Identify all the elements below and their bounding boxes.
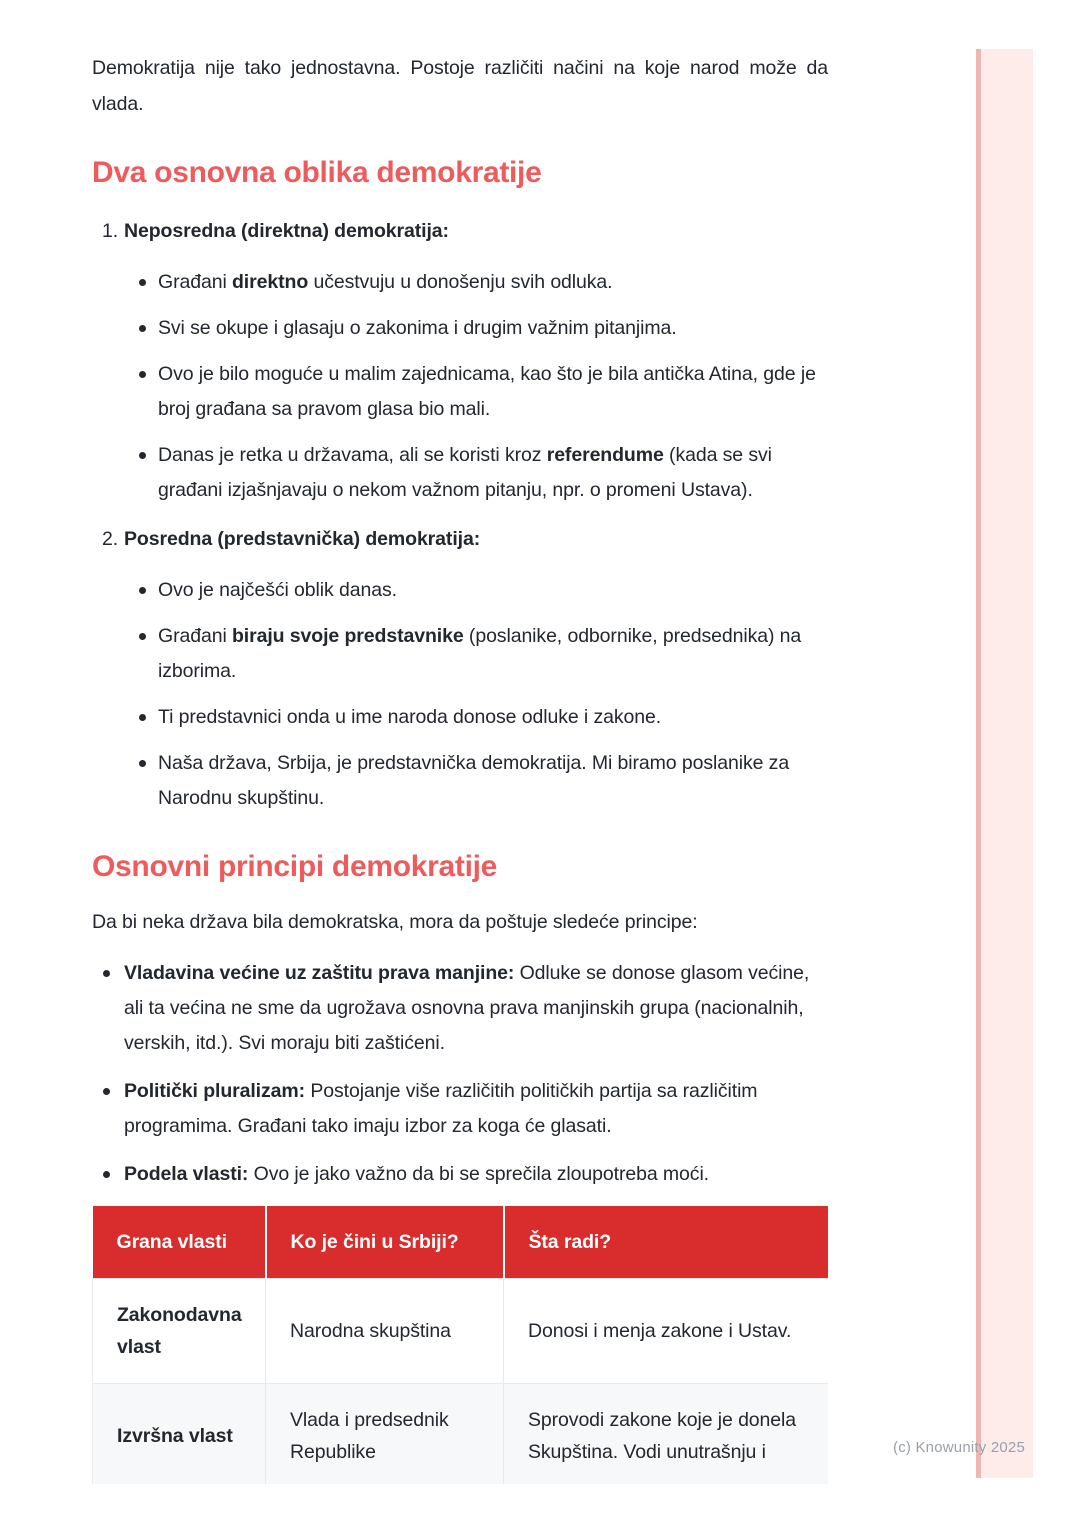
table-header-what: Šta radi? [504, 1206, 829, 1279]
bullet-text: Vladavina većine uz zaštitu prava manjine: Odluke se donose glasom većine, ali ta većina ne sme da ugrožava osnovna prava manjinskih grupa (nacionalnih, verskih, itd.). Svi moraju biti zaštićeni. [124, 962, 810, 1054]
bullet-dot-icon [139, 587, 146, 594]
table-row [93, 1384, 829, 1485]
bullet-text: Ovo je najčešći oblik danas. [158, 579, 397, 601]
list-item [92, 956, 828, 1061]
list-item [92, 1157, 828, 1192]
table-header-who: Ko je čini u Srbiji? [266, 1206, 504, 1279]
table-cell: Vlada i predsednik Republike [266, 1384, 504, 1485]
list-item [102, 438, 828, 508]
list-item [102, 700, 828, 735]
bullet-text: Naša država, Srbija, je predstavnička demokratija. Mi biramo poslanike za Narodnu skupštinu. [158, 752, 790, 809]
bullet-dot-icon [139, 325, 146, 332]
principles-lead-paragraph: Da bi neka država bila demokratska, mora da poštuje sledeće principe: [92, 911, 698, 933]
list-item [102, 746, 828, 816]
bullet-dot-icon [139, 371, 146, 378]
list-item-direct-democracy [102, 214, 828, 508]
table-cell: Narodna skupština [266, 1279, 504, 1384]
list-item-title [102, 214, 828, 249]
list-item-title [102, 522, 828, 557]
list-number: 1. [102, 220, 119, 242]
section-heading-principles: Osnovni principi demokratije [92, 850, 498, 883]
bullet-text: Svi se okupe i glasaju o zakonima i drugim važnim pitanjima. [158, 317, 677, 339]
list-number: 2. [102, 528, 119, 550]
list-item-title-text: Posredna (predstavnička) demokratija: [124, 528, 481, 550]
sub-bullet-list [102, 573, 828, 816]
principles-bullet-list [92, 956, 828, 1192]
table-row [93, 1279, 829, 1384]
sub-bullet-list [102, 265, 828, 508]
list-item [102, 619, 828, 689]
list-item [102, 265, 828, 300]
bullet-dot-icon [103, 1088, 110, 1095]
list-item [92, 1074, 828, 1144]
bullet-dot-icon [103, 970, 110, 977]
list-item [102, 357, 828, 427]
table-cell: Sprovodi zakone koje je donela Skupština. Vodi unutrašnju i [504, 1384, 829, 1485]
table-cell: Izvršna vlast [93, 1384, 266, 1485]
table-cell: Donosi i menja zakone i Ustav. [504, 1279, 829, 1384]
bullet-text: Ti predstavnici onda u ime naroda donose odluke i zakone. [158, 706, 662, 728]
table-header-row [93, 1206, 829, 1279]
table-cell: Zakonodavna vlast [93, 1279, 266, 1384]
intro-paragraph: Demokratija nije tako jednostavna. Postoje različiti načini na koje narod može da vlada. [92, 57, 828, 115]
bullet-dot-icon [139, 714, 146, 721]
list-item [102, 573, 828, 608]
bullet-dot-icon [139, 452, 146, 459]
bullet-text: Građani biraju svoje predstavnike (poslanike, odbornike, predsednika) na izborima. [158, 625, 802, 682]
document-content [92, 0, 828, 1484]
list-item-title-text: Neposredna (direktna) demokratija: [124, 220, 449, 242]
forms-numbered-list [92, 214, 828, 816]
table-header-branch: Grana vlasti [93, 1206, 266, 1279]
section-heading-forms: Dva osnovna oblika demokratije [92, 156, 542, 189]
list-item-representative-democracy [102, 522, 828, 816]
bullet-text: Danas je retka u državama, ali se koristi kroz referendume (kada se svi građani izjašnjavaju o nekom važnom pitanju, npr. o promeni Ustava). [158, 444, 772, 501]
bullet-text: Politički pluralizam: Postojanje više različitih političkih partija sa različitim programima. Građani tako imaju izbor za koga će glasati. [124, 1080, 758, 1137]
bullet-text: Građani direktno učestvuju u donošenju svih odluka. [158, 271, 613, 293]
bullet-dot-icon [139, 279, 146, 286]
bullet-dot-icon [139, 760, 146, 767]
bullet-text: Podela vlasti: Ovo je jako važno da bi se sprečila zloupotreba moći. [124, 1163, 709, 1185]
list-item [102, 311, 828, 346]
bullet-dot-icon [139, 633, 146, 640]
bullet-dot-icon [103, 1171, 110, 1178]
watermark-text: (c) Knowunity 2025 [893, 1439, 1026, 1456]
government-branches-table [92, 1206, 828, 1484]
highlight-margin-bar [976, 49, 1033, 1478]
bullet-text: Ovo je bilo moguće u malim zajednicama, kao što je bila antička Atina, gde je broj građana sa pravom glasa bio mali. [158, 363, 816, 420]
